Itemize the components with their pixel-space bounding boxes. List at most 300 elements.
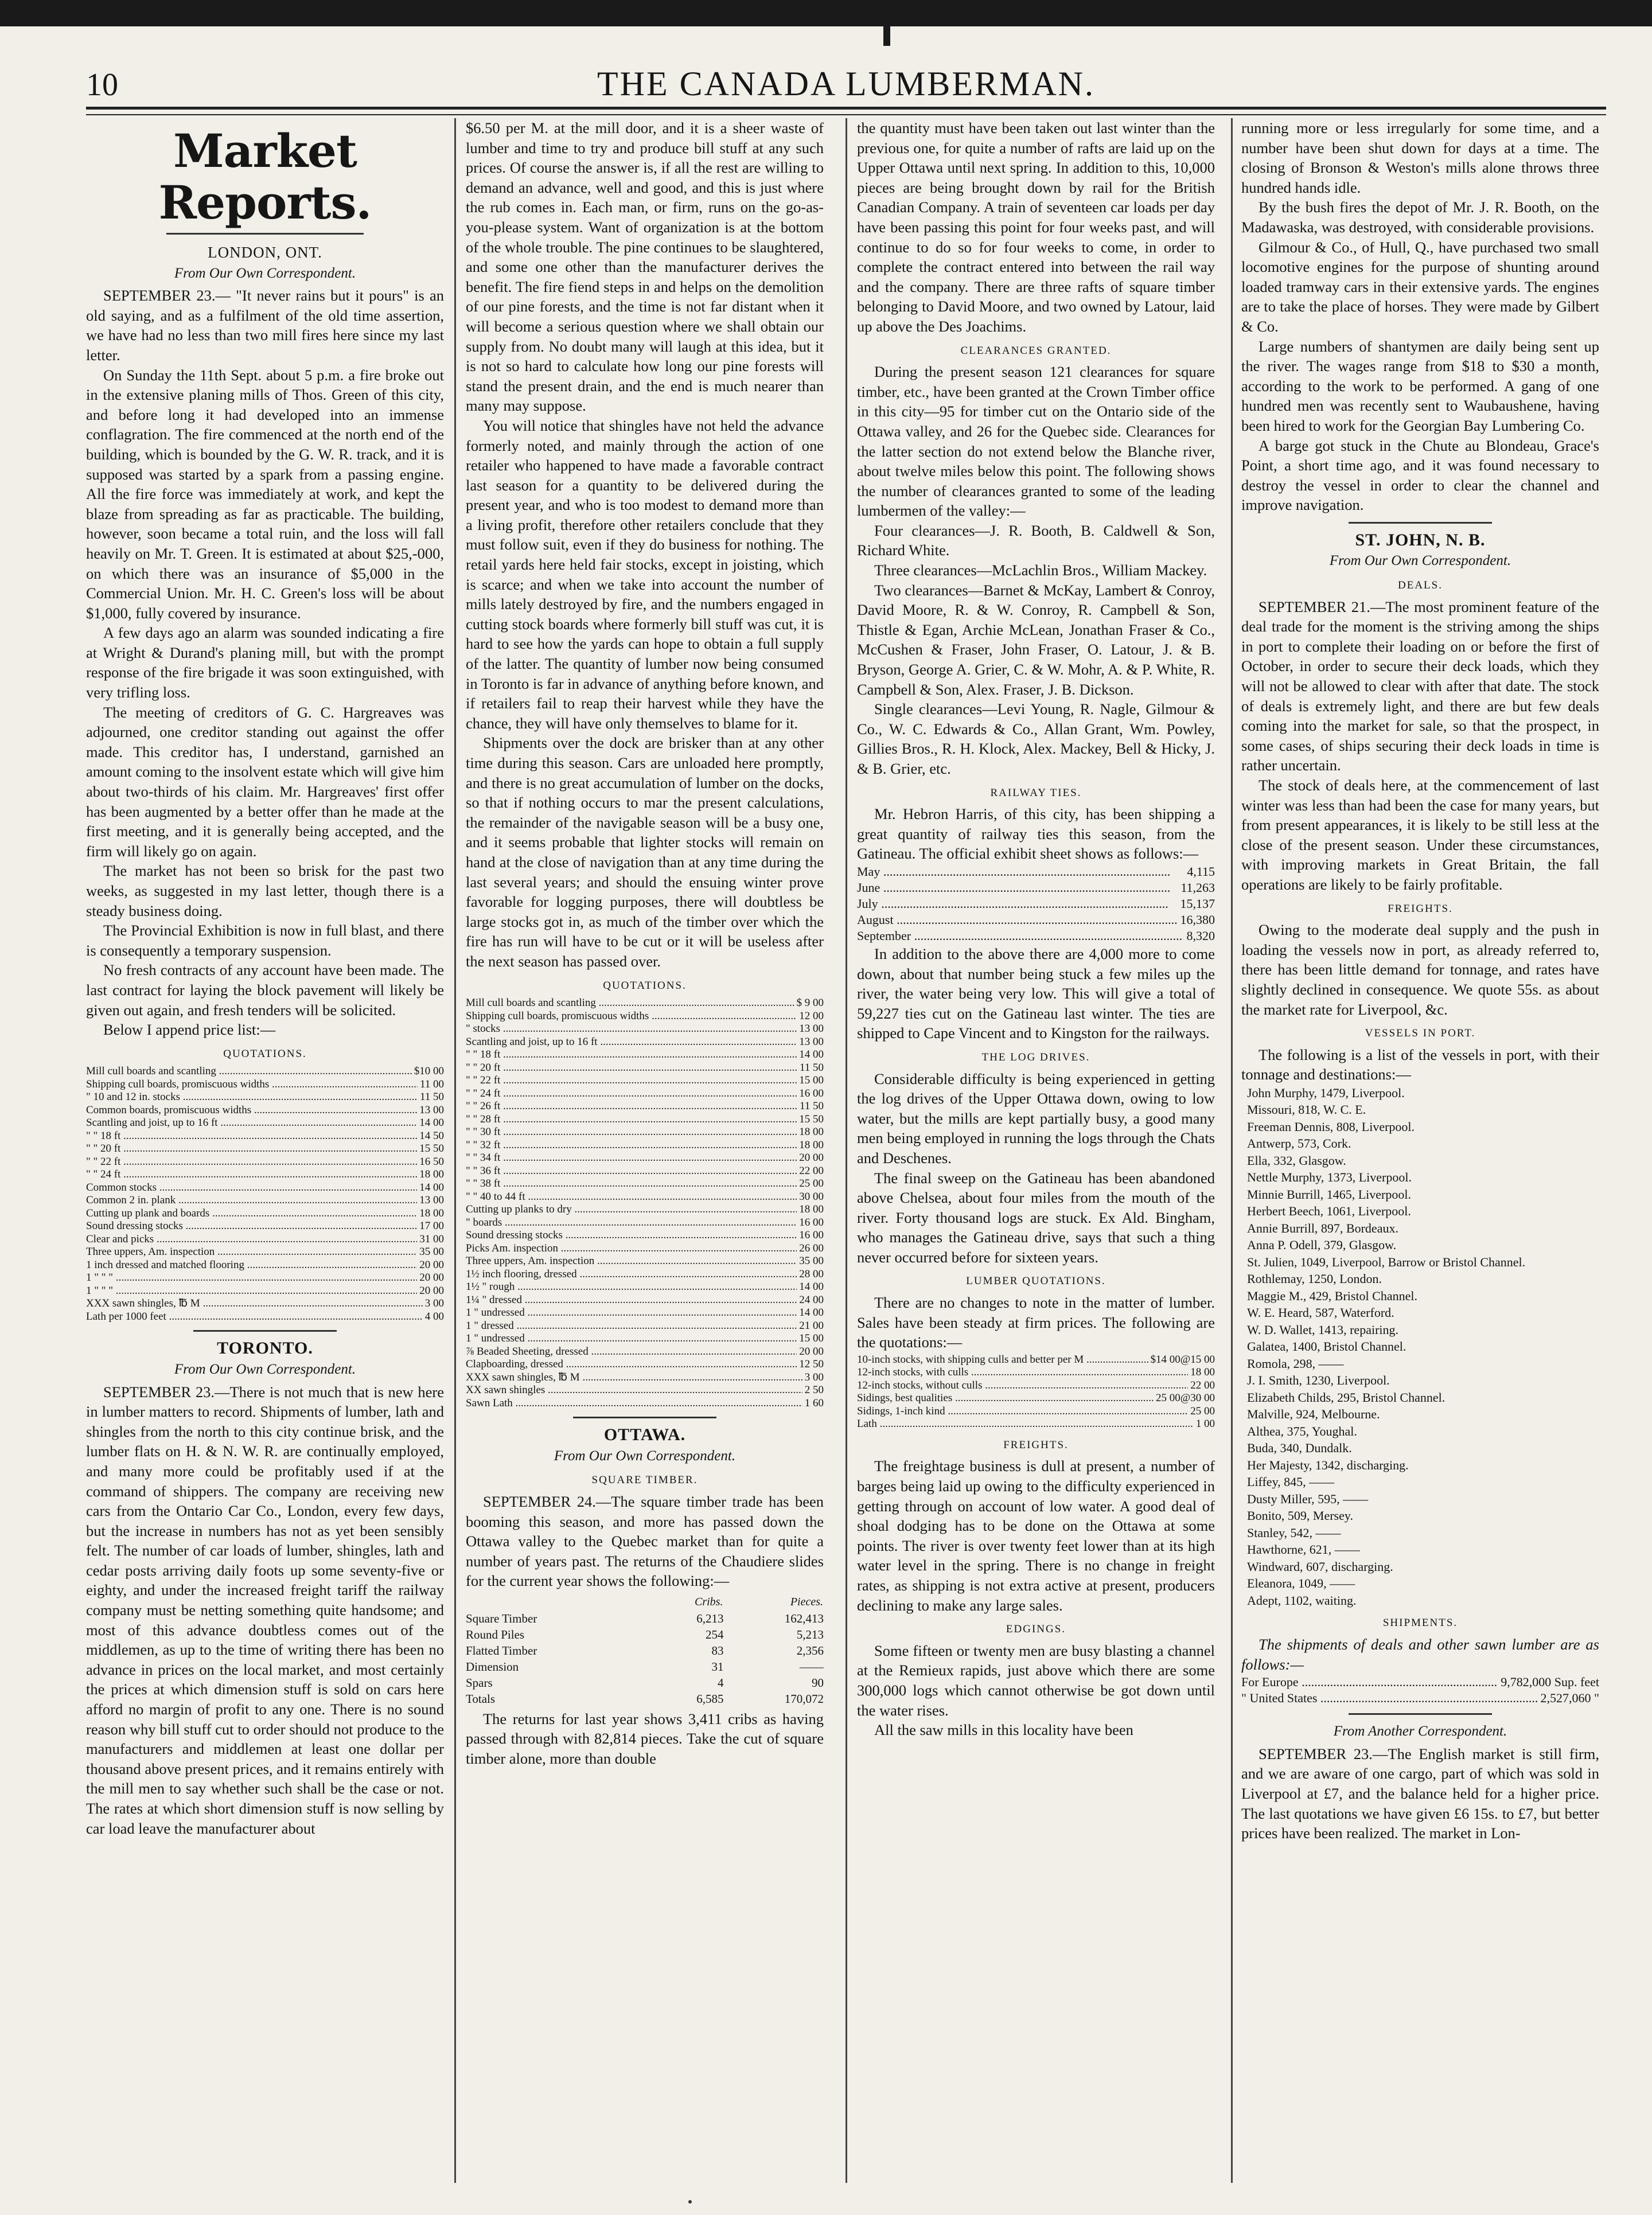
table-cell: —— xyxy=(800,1659,824,1674)
table-row xyxy=(466,1281,824,1294)
row-label: Mill cull boards and scantling ..... xyxy=(466,997,794,1010)
table-cell: 6,213 xyxy=(696,1611,724,1625)
table-row xyxy=(466,1320,824,1333)
table-row xyxy=(466,1048,824,1062)
column-rule xyxy=(454,118,456,2183)
paragraph: Four clearances—J. R. Booth, B. Caldwell & Son, Richard White. xyxy=(857,521,1215,559)
railway-ties-table xyxy=(857,864,1215,944)
paragraph: Three clearances—McLachlin Bros., William Mackey. xyxy=(874,561,1207,579)
row-value: 12 00 xyxy=(799,1009,824,1022)
table-row xyxy=(466,1643,824,1659)
table-row xyxy=(466,1384,824,1397)
table-row xyxy=(86,1130,444,1143)
section-title-st-john: ST. JOHN, N. B. xyxy=(1355,530,1486,549)
row-value: 35 00 xyxy=(419,1246,444,1258)
newspaper-title: THE CANADA LUMBERMAN. xyxy=(597,65,1096,103)
paragraph: running more or less irregularly for some time, and a number have been shut down for days at a time. The closing of Bronson & Weston's mills alone throws three hundred hands idle. xyxy=(1241,119,1599,196)
table-row xyxy=(857,880,1215,896)
table-row xyxy=(466,1191,824,1204)
table-row xyxy=(86,1233,444,1246)
subheading: RAILWAY TIES. xyxy=(990,786,1082,799)
row-value: 3 00 xyxy=(424,1297,444,1310)
row-label: " United States ..... xyxy=(1241,1690,1537,1706)
paragraph: Considerable difficulty is being experienced in getting the log drives of the Upper Ottawa down, owing to low water, but the mills are kept partially busy, a good many men being employed in running the logs through the Chats and Deschenes. xyxy=(857,1070,1215,1167)
table-row xyxy=(466,1074,824,1087)
table-row xyxy=(86,1104,444,1117)
paragraph: The final sweep on the Gatineau has been abandoned above Chelsea, about four miles from the mouth of the river. Forty thousand logs are stuck. Ex Ald. Bingham, who manages the Gatineau drive, says that such a thing never occurred before for sixteen years. xyxy=(857,1169,1215,1266)
row-value: 25 00 xyxy=(1190,1405,1215,1417)
list-item: Stanley, 542, —— xyxy=(1247,1525,1341,1540)
table-cell: 83 xyxy=(711,1643,724,1658)
row-value: 18 00 xyxy=(799,1138,824,1151)
row-value: 1 00 xyxy=(1195,1418,1215,1430)
divider xyxy=(573,1417,716,1418)
row-label: 1 inch dressed and matched flooring ..... xyxy=(86,1259,417,1272)
column-4 xyxy=(1241,118,1599,2183)
table-cell: 254 xyxy=(705,1627,724,1641)
table-cell: Flatted Timber xyxy=(466,1643,537,1658)
paragraph: The following is a list of the vessels in port, with their tonnage and destinations:— xyxy=(1241,1046,1599,1083)
page-header xyxy=(86,62,1606,110)
table-row xyxy=(857,1405,1215,1418)
row-value: 2,527,060 " xyxy=(1540,1691,1599,1706)
list-item: Windward, 607, discharging. xyxy=(1247,1559,1393,1574)
row-value: 28 00 xyxy=(799,1268,824,1280)
subheading: FREIGHTS. xyxy=(1388,902,1453,915)
row-label: Lath ..... xyxy=(857,1418,1194,1431)
table-row xyxy=(857,928,1215,944)
table-row xyxy=(466,1203,824,1216)
table-row xyxy=(86,1091,444,1104)
row-value: 14 50 xyxy=(419,1129,444,1142)
lumber-quotations-table xyxy=(857,1354,1215,1431)
paragraph: There are no changes to note in the matter of lumber. Sales have been steady at firm prices. The following are the quotations:— xyxy=(857,1294,1215,1351)
row-value: 8,320 xyxy=(1186,928,1215,943)
list-item: Buda, 340, Dundalk. xyxy=(1247,1441,1352,1456)
list-item: Antwerp, 573, Cork. xyxy=(1247,1136,1351,1151)
table-row xyxy=(857,896,1215,912)
row-label: For Europe ..... xyxy=(1241,1674,1497,1690)
row-value: 30 00 xyxy=(799,1190,824,1203)
table-row xyxy=(857,1392,1215,1405)
row-value: 16 50 xyxy=(419,1155,444,1168)
table-row xyxy=(466,1100,824,1113)
paragraph: Large numbers of shantymen are daily being sent up the river. The wages range from $18 to $30 a month, according to the work to be performed. A gang of one hundred men was recently sent to Waubaushene, having been hired to work for the Georgian Bay Lumbering Co. xyxy=(1241,337,1599,434)
row-value: 13 00 xyxy=(419,1194,444,1207)
row-label: Shipping cull boards, promiscuous widths ..... xyxy=(86,1078,418,1091)
table-row xyxy=(86,1156,444,1169)
table-row xyxy=(86,1065,444,1078)
column-3 xyxy=(857,118,1215,2183)
row-label: " " 20 ft ..... xyxy=(86,1142,417,1156)
row-label: Clapboarding, dressed ..... xyxy=(466,1358,797,1371)
row-value: 18 00 xyxy=(419,1168,444,1181)
table-cell: Dimension xyxy=(466,1659,519,1674)
row-value: 15 00 xyxy=(799,1332,824,1345)
top-border-notch xyxy=(883,23,890,46)
row-value: 26 00 xyxy=(799,1242,824,1254)
list-item: Elizabeth Childs, 295, Bristol Channel. xyxy=(1247,1390,1446,1405)
row-value: $14 00@15 00 xyxy=(1150,1353,1215,1366)
row-label: Mill cull boards and scantling ..... xyxy=(86,1065,412,1078)
page-mark xyxy=(688,2200,692,2204)
list-item: Malville, 924, Melbourne. xyxy=(1247,1407,1380,1422)
table-cell: 162,413 xyxy=(784,1611,824,1625)
row-label: XXX sawn shingles, ℔ M ..... xyxy=(466,1371,802,1385)
table-row xyxy=(1241,1674,1599,1690)
row-label: Common stocks ..... xyxy=(86,1181,417,1195)
paragraph: Owing to the moderate deal supply and the push in loading the vessels now in port, as already referred to, there has been little demand for tonnage, and rates have slightly declined in consequence. We quote 55s. as about the market rate for Liverpool, &c. xyxy=(1241,921,1599,1018)
table-row xyxy=(86,1272,444,1285)
paragraph: In addition to the above there are 4,000 more to come down, about that number being stuck a few miles up the river, the water being very low. This will give a total of 59,227 ties cut on the Gatineau last winter. The ties are shipped to Cape Vincent and to Kingston for the railways. xyxy=(857,945,1215,1042)
list-item: Eleanora, 1049, —— xyxy=(1247,1576,1355,1591)
table-row xyxy=(857,1354,1215,1367)
row-label: " stocks ..... xyxy=(466,1023,797,1036)
list-item: Minnie Burrill, 1465, Liverpool. xyxy=(1247,1187,1411,1202)
table-row xyxy=(857,912,1215,928)
row-label: May ..... xyxy=(857,864,1183,880)
row-label: " " 28 ft ..... xyxy=(466,1113,797,1126)
row-value: 13 00 xyxy=(799,1035,824,1048)
table-row xyxy=(466,1036,824,1049)
paragraph: SEPTEMBER 23.—There is not much that is new here in lumber matters to record. Shipments of lumber, lath and shingles from the north to this city continue brisk, and the lumber flats on H. & N. W. R. are continually employed, and many more could be profitably used if at the command of shippers. The company are receiving new cars from the Ontario Car Co., London, every few days, but the increase in numbers has not as yet been sensibly felt. The number of car loads of lumber, shingles, lath and cedar posts arriving daily foots up some seventy-five or eighty, and under the increased freight tariff the railway company must be netting something quite handsome; and most of this advance doubtless comes out of the middlemen, as up to the time of writing there has been no advance in prices on the local market, and most certainly the prices at which dimension stuff is sold on cars here afford no margin of profit to any one. There is no sound reason why bill stuff cut to order should not produce to the manufacturers and middlemen at least one dollar per thousand above present prices, and it remains entirely with the mill men to say whether such shall be the case or not. The rates at which short dimension stuff is now selling by car load leave the manufacturer about xyxy=(86,1383,444,1837)
table-row xyxy=(466,1610,824,1627)
paragraph: Some fifteen or twenty men are busy blasting a channel at the Remieux rapids, just above which there are some 300,000 logs which cannot otherwise be got down until the water rises. xyxy=(857,1641,1215,1719)
paragraph: Shipments over the dock are brisker than at any other time during this season. Cars are unloaded here promptly, and there is no great accumulation of lumber on the docks, so that if nothing occurs to mar the present calculations, the remainder of the navigable season will be a busy one, and it seems probable that lighter stocks will remain on hand at the close of navigation than at any time during the last several years; and should the ensuing winter prove favorable for logging purposes, there will doubtless be large stocks got in, as much of the timber over which the fire has run will have to be cut or it will be useless after the next season has passed over. xyxy=(466,734,824,970)
table-row xyxy=(86,1181,444,1195)
row-label: 12-inch stocks, with culls ..... xyxy=(857,1366,1188,1379)
market-reports-heading: Market Reports. xyxy=(158,124,372,229)
subheading: VESSELS IN PORT. xyxy=(1365,1027,1476,1040)
row-value: 3 00 xyxy=(804,1371,824,1383)
row-label: Cutting up planks to dry ..... xyxy=(466,1203,797,1216)
table-row xyxy=(466,1126,824,1139)
row-value: 18 00 xyxy=(799,1126,824,1138)
table-row xyxy=(466,1691,824,1707)
list-item: Annie Burrill, 897, Bordeaux. xyxy=(1247,1220,1398,1235)
list-item: Maggie M., 429, Bristol Channel. xyxy=(1247,1288,1417,1303)
row-label: " " 20 ft ..... xyxy=(466,1062,797,1075)
list-item: Anna P. Odell, 379, Glasgow. xyxy=(1247,1238,1397,1253)
table-row xyxy=(857,1418,1215,1431)
row-label: Three uppers, Am. inspection ..... xyxy=(466,1255,797,1268)
table-row xyxy=(86,1142,444,1156)
list-item: Missouri, 818, W. C. E. xyxy=(1247,1102,1366,1117)
row-value: 21 00 xyxy=(799,1319,824,1332)
table-cell: Round Piles xyxy=(466,1627,525,1641)
table-row xyxy=(1241,1690,1599,1706)
paragraph: You will notice that shingles have not held the advance formerly noted, and mainly through the action of one retailer who happened to have made a favorable contract last season for a quantity to be delivered during the present year, and who is too modest to demand more than a living profit, therefore other retailers conclude that they must follow suit, even if they do business for nothing. The retail yards here held fair stocks, except in joisting, which is scarce; and when we take into account the number of mills lately destroyed by fire, and the numbers engaged in cutting stock boards where formerly bill stuff was cut, it is hard to see how the yards can hope to obtain a full supply of the latter. The quantity of lumber now being consumed in Toronto is far in advance of anything before known, and if retailers fail to reap their harvest while they have the chance, they will have only themselves to blame for it. xyxy=(466,416,824,732)
table-row xyxy=(466,1397,824,1410)
row-label: " " 18 ft ..... xyxy=(86,1130,417,1143)
list-item: Her Majesty, 1342, discharging. xyxy=(1247,1457,1409,1472)
table-row xyxy=(466,1242,824,1255)
row-label: XX sawn shingles ..... xyxy=(466,1384,802,1397)
table-cell: Spars xyxy=(466,1675,493,1690)
top-border xyxy=(0,0,1652,26)
list-item: Althea, 375, Youghal. xyxy=(1247,1424,1357,1438)
section-title-ottawa: OTTAWA. xyxy=(603,1425,686,1445)
row-value: 16 00 xyxy=(799,1216,824,1229)
row-label: 1½ inch flooring, dressed ..... xyxy=(466,1268,797,1281)
row-value: 18 00 xyxy=(419,1207,444,1219)
table-row xyxy=(466,1113,824,1126)
list-item: Nettle Murphy, 1373, Liverpool. xyxy=(1247,1170,1412,1185)
row-value: 11,263 xyxy=(1180,880,1215,895)
list-item: J. I. Smith, 1230, Liverpool. xyxy=(1247,1373,1390,1388)
row-value: 11 50 xyxy=(799,1061,824,1074)
paragraph: Two clearances—Barnet & McKay, Lambert & Conroy, David Moore, R. & W. Conroy, R. Campbell & Son, Thistle & Egan, Archie McLean, Jonathan Fraser & Co., McCushen & Fraser, John Fraser, O. Latour, J. & B. Bryson, George A. Grier, C. & W. Mohr, A. & P. White, R. Campbell & Son, Alex. Fraser, J. B. Dickson. xyxy=(857,581,1215,698)
table-row xyxy=(466,1627,824,1643)
row-value: 17 00 xyxy=(419,1220,444,1233)
row-label: 1 " undressed ..... xyxy=(466,1332,797,1346)
row-label: Sawn Lath ..... xyxy=(466,1397,802,1410)
subheading: THE LOG DRIVES. xyxy=(981,1051,1090,1063)
row-label: 1 " " " ..... xyxy=(86,1285,417,1298)
row-label: September ..... xyxy=(857,928,1183,944)
paragraph: SEPTEMBER 21.—The most prominent feature of the deal trade for the moment is the striving among the ships in port to complete their loading on or before the first of October, in order to secure their deck loads, which they will not be allowed to clear with after that date. The stock of deals is extremely light, and there are but few deals coming into the market for sale, so that the prospect, in some cases, of ships securing their deck loads in time is rather uncertain. xyxy=(1241,598,1599,774)
paragraph: Mr. Hebron Harris, of this city, has been shipping a great quantity of railway ties this season, from the Gatineau. The official exhibit sheet shows as follows:— xyxy=(857,805,1215,863)
paragraph: A few days ago an alarm was sounded indicating a fire at Wright & Durand's planing mill, but with the prompt response of the fire brigade it was soon extinguished, with very trifling loss. xyxy=(86,624,444,701)
list-item: Hawthorne, 621, —— xyxy=(1247,1542,1360,1557)
row-label: " " 34 ft ..... xyxy=(466,1152,797,1165)
table-row xyxy=(86,1078,444,1091)
section-title-toronto: TORONTO. xyxy=(217,1339,313,1358)
table-cell: 5,213 xyxy=(796,1627,824,1641)
row-value: 15 50 xyxy=(419,1142,444,1155)
row-label: 12-inch stocks, without culls ..... xyxy=(857,1379,1188,1393)
row-value: 13 00 xyxy=(419,1103,444,1116)
table-row xyxy=(857,1379,1215,1393)
paragraph: The market has not been so brisk for the past two weeks, as suggested in my last letter, though there is a steady business doing. xyxy=(86,862,444,919)
quotations-heading: QUOTATIONS. xyxy=(223,1047,307,1060)
column-1 xyxy=(86,118,444,2183)
row-value: 22 00 xyxy=(799,1164,824,1177)
paragraph: SEPTEMBER 23.— "It never rains but it pours" is an old saying, and as a fulfilment of the old time assertion, we have had no less than two mill fires here since my last letter. xyxy=(86,287,444,364)
section-title-london: LONDON, ONT. xyxy=(208,244,322,261)
table-row xyxy=(466,1371,824,1385)
row-value: 25 00@30 00 xyxy=(1156,1392,1215,1405)
table-row xyxy=(466,1177,824,1191)
row-value: 20 00 xyxy=(419,1258,444,1271)
subheading: FREIGHTS. xyxy=(1003,1438,1069,1451)
table-cell: Totals xyxy=(466,1691,496,1706)
table-row xyxy=(466,1307,824,1320)
table-row xyxy=(466,1332,824,1346)
column-rule xyxy=(846,118,847,2183)
row-value: 18 00 xyxy=(1190,1366,1215,1379)
row-label: Three uppers, Am. inspection ..... xyxy=(86,1246,417,1259)
row-label: June ..... xyxy=(857,880,1177,896)
row-label: ⅞ Beaded Sheeting, dressed ..... xyxy=(466,1346,797,1359)
row-label: Common 2 in. plank ..... xyxy=(86,1194,417,1207)
table-cell: Square Timber xyxy=(466,1611,537,1625)
row-label: " " 26 ft ..... xyxy=(466,1100,797,1113)
row-value: 2 50 xyxy=(804,1384,824,1397)
row-label: Cutting up plank and boards ..... xyxy=(86,1207,417,1220)
row-value: 13 00 xyxy=(799,1023,824,1035)
table-cell: 170,072 xyxy=(784,1691,824,1706)
row-value: 15,137 xyxy=(1180,896,1215,911)
list-item: Dusty Miller, 595, —— xyxy=(1247,1491,1369,1506)
page-number: 10 xyxy=(86,67,118,103)
table-row xyxy=(466,1346,824,1359)
row-label: Lath per 1000 feet ..... xyxy=(86,1311,423,1324)
row-label: July ..... xyxy=(857,896,1177,912)
row-value: 25 00 xyxy=(799,1177,824,1190)
table-row xyxy=(466,1216,824,1230)
subheading: DEALS. xyxy=(1398,579,1443,592)
row-label: XXX sawn shingles, ℔ M ..... xyxy=(86,1297,423,1311)
table-row xyxy=(466,1675,824,1691)
table-row xyxy=(86,1259,444,1272)
list-item: Ella, 332, Glasgow. xyxy=(1247,1153,1346,1168)
correspondent-line: From Our Own Correspondent. xyxy=(174,1361,356,1377)
row-value: 9,782,000 Sup. feet xyxy=(1501,1675,1599,1690)
row-label: 1 " dressed ..... xyxy=(466,1320,797,1333)
list-item: Adept, 1102, waiting. xyxy=(1247,1593,1357,1608)
row-value: 15 50 xyxy=(799,1113,824,1125)
paragraph: The meeting of creditors of G. C. Hargreaves was adjourned, one creditor standing out against the offer made. This creditor has, I understand, garnished an amount coming to the insolvent estate which will give him about two-thirds of his claim. Mr. Hargreaves' first offer has been augmented by a better offer than he made at the first meeting, and it is generally being accepted, and the firm will likely go on again. xyxy=(86,703,444,860)
chaudiere-slides-table xyxy=(466,1593,824,1707)
table-row xyxy=(86,1194,444,1207)
list-item: Herbert Beech, 1061, Liverpool. xyxy=(1247,1204,1411,1219)
divider xyxy=(1349,1713,1492,1715)
paragraph: The freightage business is dull at present, a number of barges being laid up owing to the difficulty experienced in getting through on account of low water. A good deal of shoal dodging has to be done on the Ottawa at some points. The river is over twenty feet lower than at its high water level in the spring. There is no change in freight rates, as shipping is not extra active at present, producers declining to make any large sales. xyxy=(857,1457,1215,1614)
row-label: August ..... xyxy=(857,912,1177,928)
table-row xyxy=(466,1294,824,1307)
divider xyxy=(166,233,363,235)
list-item: Galatea, 1400, Bristol Channel. xyxy=(1247,1339,1406,1354)
correspondent-line: From Our Own Correspondent. xyxy=(554,1448,736,1464)
divider xyxy=(1349,522,1492,524)
paragraph: $6.50 per M. at the mill door, and it is a sheer waste of lumber and time to try and produce bill stuff at any such prices. Of course the answer is, if all the rest are willing to demand an advance, well and good, and this is just where the rub comes in. Each man, or firm, runs on the go-as-you-please system. Want of organization is at the bottom of the whole trouble. The pine continues to be slaughtered, and some one other than the manufacturer derives the benefit. The fire fiend steps in and helps on the demolition of our pine forests, and the time is not far distant when it will become a serious question where we shall obtain our supply from. No doubt many will laugh at this idea, but it is not so hard to calculate how long our pine forests will stand the present drain, and the end is much nearer than many may suppose. xyxy=(466,119,824,415)
paragraph: the quantity must have been taken out last winter than the previous one, for quite a number of rafts are laid up on the Upper Ottawa until next spring. In addition to this, 10,000 pieces are being brought down by rail for the British Canadian Company. A train of seventeen car loads per day have been passing this point for four weeks past, and will continue to do so for four weeks to come, in order to complete the contract entered into between the rail way and the company. There are three rafts of square timber belonging to David Moore, and two owned by Latour, laid up above the Des Joachims. xyxy=(857,119,1215,335)
row-label: " " 22 ft ..... xyxy=(466,1074,797,1087)
row-label: " " 22 ft ..... xyxy=(86,1156,417,1169)
table-cell: 6,585 xyxy=(696,1691,724,1706)
table-row xyxy=(466,1358,824,1371)
table-row xyxy=(466,1010,824,1023)
subheading: CLEARANCES GRANTED. xyxy=(960,344,1112,357)
paragraph: Single clearances—Levi Young, R. Nagle, Gilmour & Co., W. C. Edwards & Co., Allan Grant, Wm. Powley, Gillies Bros., R. H. Klock, Alex. Mackey, Bell & Hicky, J. & B. Grier, etc. xyxy=(857,700,1215,777)
row-label: " " 32 ft ..... xyxy=(466,1139,797,1152)
paragraph: On Sunday the 11th Sept. about 5 p.m. a fire broke out in the extensive planing mills of Thos. Green of this city, and before long it had developed into an immense conflagration. The fire commenced at the north end of the building, which is bounded by the G. W. R. track, and it is supposed was started by a spark from a passing engine. All the fire force was immediately at work, and kept the blaze from spreading as far as practicable. The building, however, soon became a total ruin, and the loss will fall heavily on Mr. T. Green. It is estimated at about $25,-000, on which there was an insurance of $5,000 in the Commercial Union. Mr. H. C. Green's loss will be about $1,000, fully covered by insurance. xyxy=(86,366,444,622)
paragraph: The Provincial Exhibition is now in full blast, and there is consequently a temporary suspension. xyxy=(86,922,444,959)
row-label: Sound dressing stocks ..... xyxy=(86,1220,417,1233)
column-rule xyxy=(1231,118,1233,2183)
list-item: St. Julien, 1049, Liverpool, Barrow or Bristol Channel. xyxy=(1247,1254,1526,1269)
row-value: 16 00 xyxy=(799,1087,824,1099)
row-value: 4 00 xyxy=(424,1310,444,1323)
table-row xyxy=(466,1659,824,1675)
row-label: Scantling and joist, up to 16 ft ..... xyxy=(466,1036,797,1049)
row-label: " 10 and 12 in. stocks ..... xyxy=(86,1091,418,1104)
table-cell: 90 xyxy=(812,1675,824,1690)
row-value: 14 00 xyxy=(419,1117,444,1129)
row-label: 10-inch stocks, with shipping culls and better per M ..... xyxy=(857,1354,1148,1367)
table-row xyxy=(466,1255,824,1268)
paragraph: Gilmour & Co., of Hull, Q., have purchased two small locomotive engines for the purpose of shunting around loaded tramway cars in their extensive yards. The engines are to take the place of horses. They were made by Gilbert & Co. xyxy=(1241,238,1599,335)
row-value: 14 00 xyxy=(799,1307,824,1319)
correspondent-line: From Our Own Correspondent. xyxy=(1329,553,1511,569)
subheading: EDGINGS. xyxy=(1006,1623,1066,1636)
row-value: 1 60 xyxy=(804,1397,824,1409)
row-value: $10 00 xyxy=(414,1065,444,1078)
row-value: 11 50 xyxy=(799,1100,824,1113)
table-row xyxy=(466,1165,824,1178)
list-item: Rothlemay, 1250, London. xyxy=(1247,1272,1382,1286)
row-label: Shipping cull boards, promiscuous widths ..... xyxy=(466,1010,797,1023)
row-label: " " 24 ft ..... xyxy=(86,1168,417,1181)
row-label: Scantling and joist, up to 16 ft ..... xyxy=(86,1117,417,1130)
paragraph: Below I append price list:— xyxy=(103,1021,276,1039)
row-value: 35 00 xyxy=(799,1255,824,1268)
row-value: 22 00 xyxy=(1190,1379,1215,1391)
table-row xyxy=(86,1207,444,1220)
table-row xyxy=(466,997,824,1010)
row-value: 16,380 xyxy=(1180,912,1215,927)
table-row xyxy=(86,1246,444,1259)
row-value: 18 00 xyxy=(799,1203,824,1216)
row-label: " " 18 ft ..... xyxy=(466,1048,797,1062)
paragraph: The returns for last year shows 3,411 cribs as having passed through with 82,814 pieces. Take the cut of square timber alone, more than double xyxy=(466,1710,824,1768)
paragraph: All the saw mills in this locality have been xyxy=(874,1721,1133,1739)
paragraph: By the bush fires the depot of Mr. J. R. Booth, on the Madawaska, was destroyed, with considerable provisions. xyxy=(1241,198,1599,236)
row-label: Common boards, promiscuous widths ..... xyxy=(86,1104,417,1117)
table-row xyxy=(466,1229,824,1242)
paragraph: SEPTEMBER 23.—The English market is still firm, and we are aware of one cargo, part of which was sold in Liverpool at £7, and the balance held for a higher price. The last quotations we have given £6 15s. to £7, but better prices have been realized. The market in Lon- xyxy=(1241,1745,1599,1842)
vessels-list xyxy=(1241,1085,1599,1609)
row-value: 20 00 xyxy=(799,1345,824,1358)
row-value: $ 9 00 xyxy=(796,997,824,1009)
paragraph: A barge got stuck in the Chute au Blondeau, Grace's Point, a short time ago, and it was found necessary to destroy the vessel in order to clear the channel and improve navigation. xyxy=(1241,436,1599,514)
row-value: 16 00 xyxy=(799,1229,824,1242)
row-label: 1 " undressed ..... xyxy=(466,1307,797,1320)
row-label: " " 38 ft ..... xyxy=(466,1177,797,1191)
table-cell: 31 xyxy=(711,1659,724,1674)
table-cell: 4 xyxy=(717,1675,724,1690)
table-row xyxy=(466,1023,824,1036)
column-2 xyxy=(466,118,824,2183)
table-row xyxy=(86,1168,444,1181)
table-row xyxy=(466,1139,824,1152)
row-label: " " 24 ft ..... xyxy=(466,1087,797,1101)
shipments-table xyxy=(1241,1674,1599,1706)
row-value: 12 50 xyxy=(799,1358,824,1371)
table-row xyxy=(466,1268,824,1281)
table-row xyxy=(86,1117,444,1130)
table-row xyxy=(86,1285,444,1298)
row-label: " boards ..... xyxy=(466,1216,797,1230)
list-item: Freeman Dennis, 808, Liverpool. xyxy=(1247,1119,1415,1134)
paragraph: No fresh contracts of any account have been made. The last contract for laying the block pavement will likely be given out again, and fresh tenders will be solicited. xyxy=(86,961,444,1019)
row-label: Clear and picks ..... xyxy=(86,1233,417,1246)
subheading: SQUARE TIMBER. xyxy=(591,1474,698,1487)
london-quotations-table xyxy=(86,1065,444,1323)
paragraph: The stock of deals here, at the commencement of last winter was less than had been the case for many years, but from present appearances, it is likely to be still less at the close of the present season. Under these circumstances, with improving markets in Great Britain, the fall operations are likely to be fairly profitable. xyxy=(1241,777,1599,893)
row-value: 31 00 xyxy=(419,1233,444,1245)
correspondent-line: From Another Correspondent. xyxy=(1333,1723,1507,1740)
row-label: Sidings, best qualities ..... xyxy=(857,1392,1154,1405)
row-label: " " 40 to 44 ft ..... xyxy=(466,1191,797,1204)
row-value: 15 00 xyxy=(799,1074,824,1087)
paragraph: SEPTEMBER 24.—The square timber trade has been booming this season, and more has passed down the Ottawa valley to the Quebec market than for quite a number of years past. The returns of the Chaudiere slides for the current year shows the following:— xyxy=(466,1492,824,1590)
table-row xyxy=(86,1297,444,1311)
row-label: Picks Am. inspection ..... xyxy=(466,1242,797,1255)
row-value: 4,115 xyxy=(1187,864,1215,879)
row-label: 1 " " " ..... xyxy=(86,1272,417,1285)
